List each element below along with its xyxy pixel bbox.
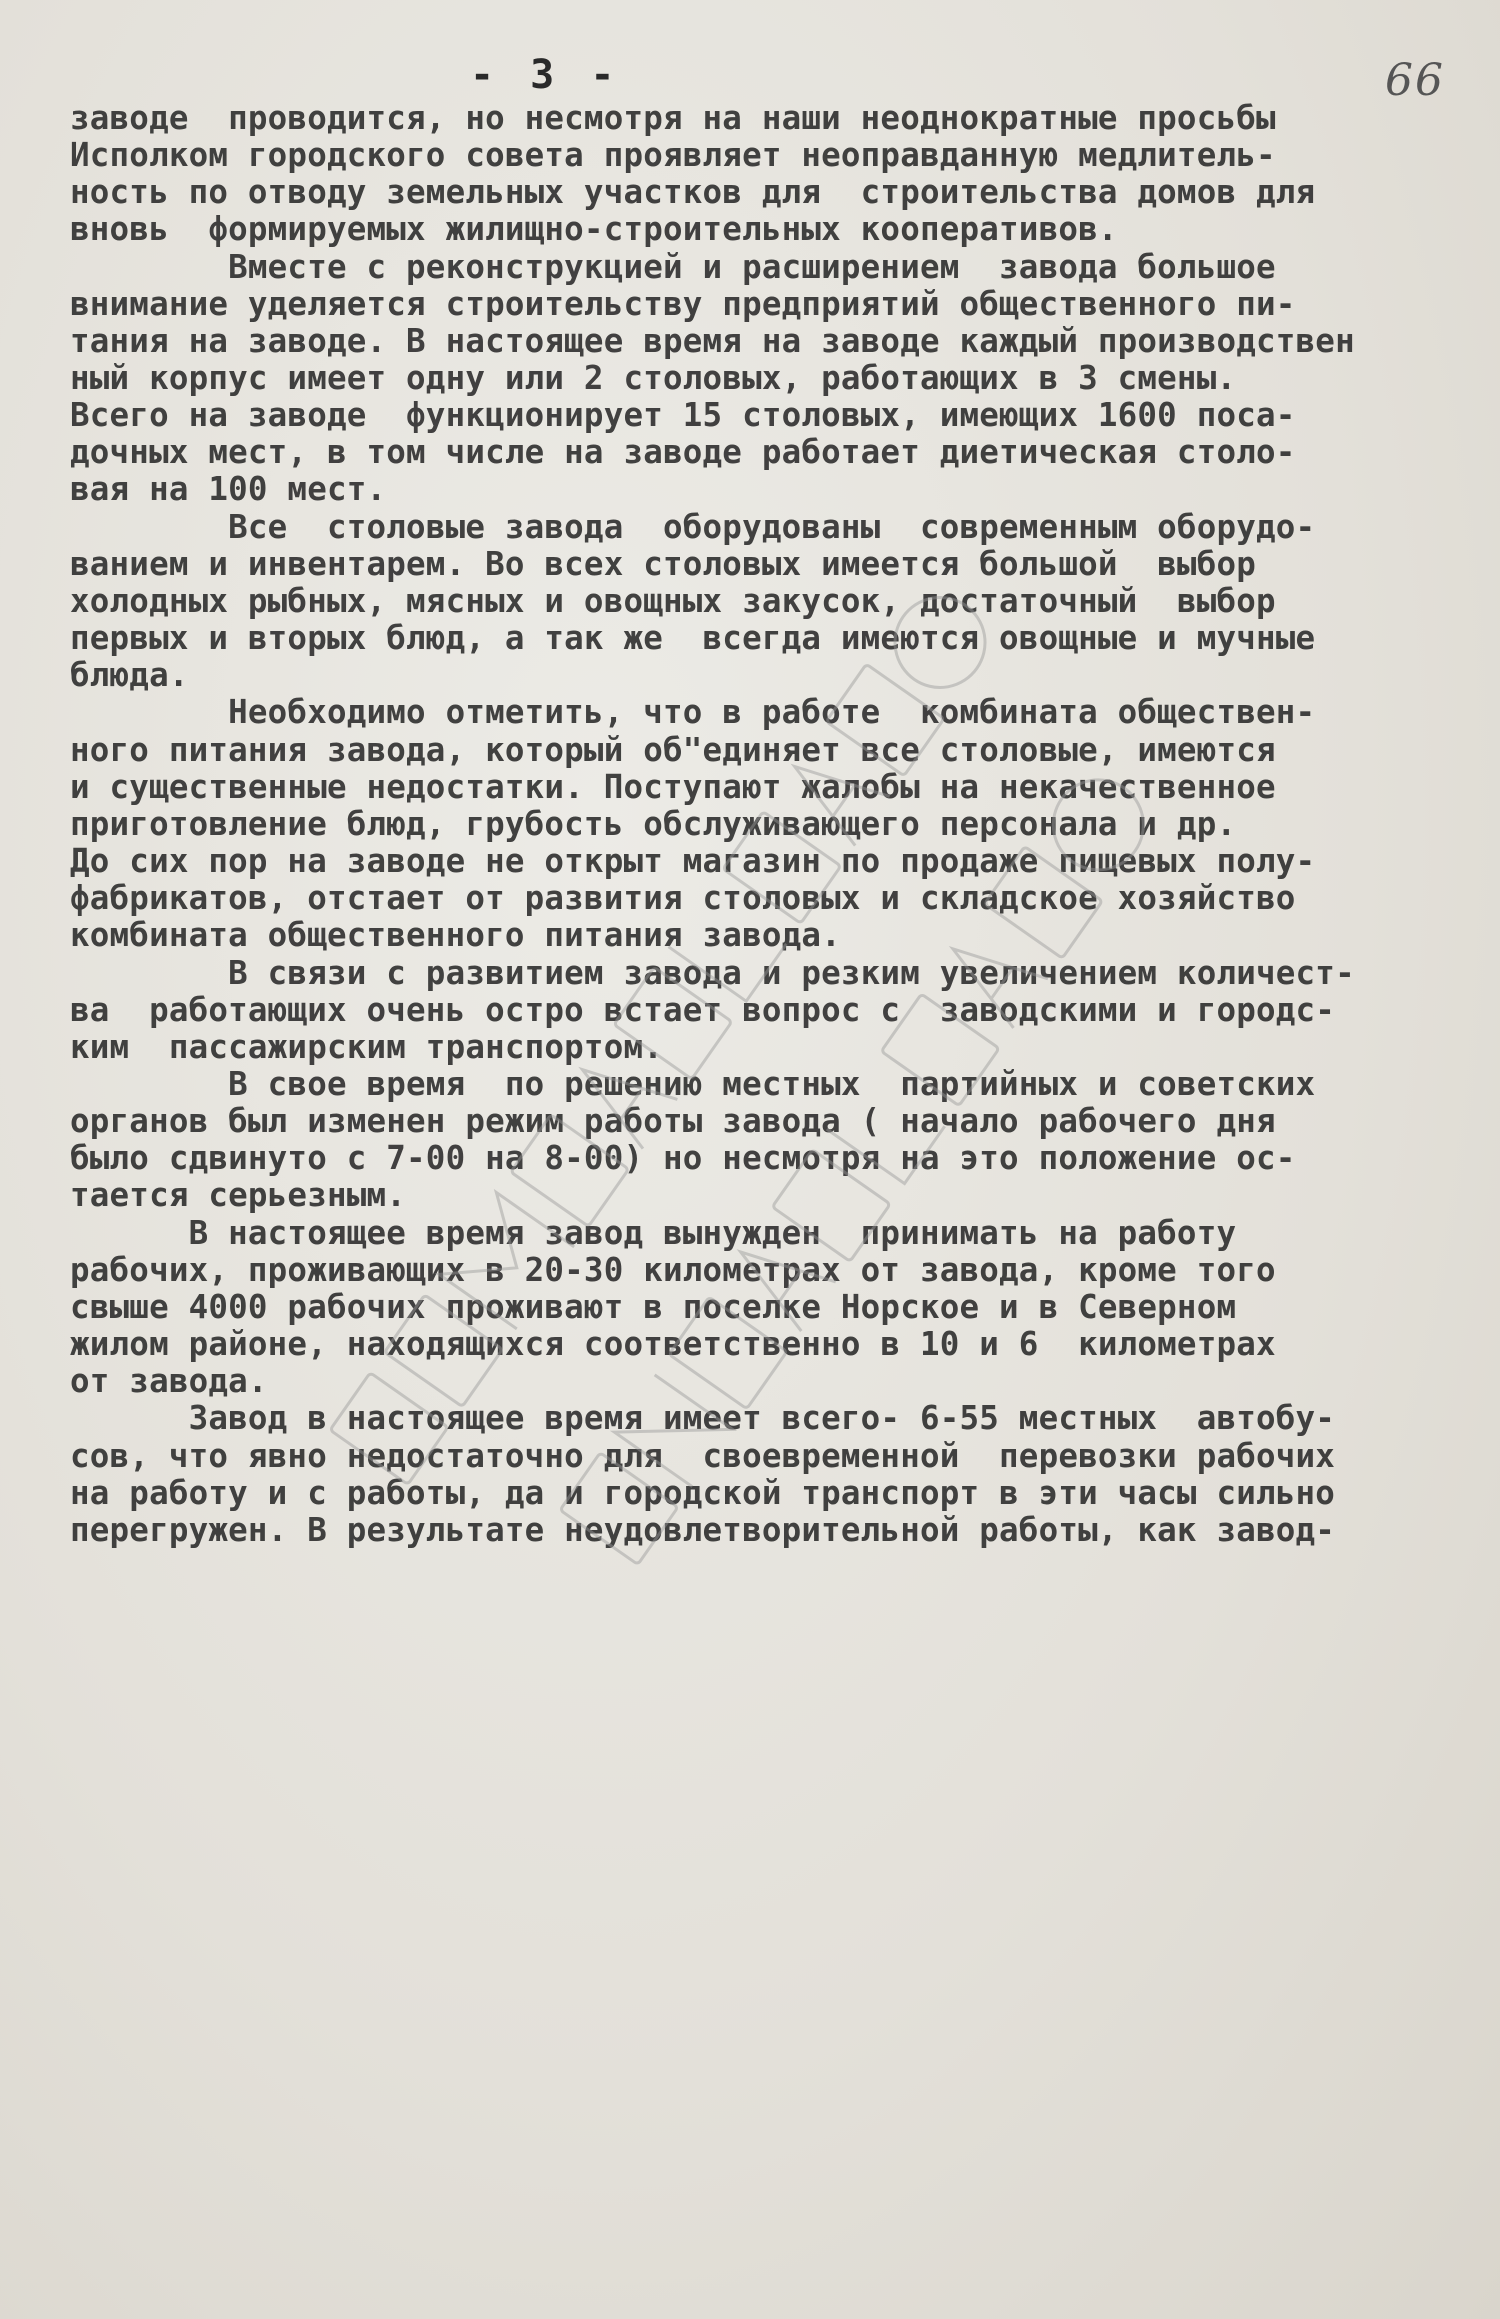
text-line: жилом районе, находящихся соответственно в 10 и 6 километрах [70, 1325, 1276, 1363]
text-line: перегружен. В результате неудовлетворительной работы, как завод- [70, 1511, 1336, 1549]
text-line: внимание уделяется строительству предприятий общественного пи- [70, 285, 1296, 323]
text-line: ким пассажирским транспортом. [70, 1028, 663, 1066]
text-line: от завода. [70, 1362, 268, 1400]
text-line: первых и вторых блюд, а так же всегда имеются овощные и мучные [70, 619, 1316, 657]
text-line: на работу и с работы, да и городской транспорт в эти часы сильно [70, 1474, 1336, 1512]
text-line: В связи с развитием завода и резким увеличением количест- [70, 954, 1355, 992]
text-line: рабочих, проживающих в 20-30 километрах от завода, кроме того [70, 1251, 1276, 1289]
text-line: и существенные недостатки. Поступают жалобы на некачественное [70, 768, 1276, 806]
text-line: тается серьезным. [70, 1176, 407, 1214]
text-line: вая на 100 мест. [70, 470, 387, 508]
text-line: ность по отводу земельных участков для строительства домов для [70, 173, 1316, 211]
text-line: ного питания завода, который об"единяет все столовые, имеются [70, 731, 1276, 769]
text-line: Завод в настоящее время имеет всего- 6-55 местных автобу- [70, 1399, 1336, 1437]
archive-sheet-number: 66 [1385, 55, 1445, 106]
text-line: ный корпус имеет одну или 2 столовых, работающих в 3 смены. [70, 359, 1237, 397]
text-line: свыше 4000 рабочих проживают в поселке Норское и в Северном [70, 1288, 1237, 1326]
text-line: холодных рыбных, мясных и овощных закусок, достаточный выбор [70, 582, 1276, 620]
text-line: ва работающих очень остро встает вопрос с заводскими и городс- [70, 991, 1336, 1029]
text-line: вновь формируемых жилищно-строительных кооперативов. [70, 210, 1118, 248]
text-line: В настоящее время завод вынужден принимать на работу [70, 1214, 1237, 1252]
page-number: - 3 - [470, 52, 621, 98]
text-line: В свое время по решению местных партийных и советских [70, 1065, 1316, 1103]
text-line: Все столовые завода оборудованы современным оборудо- [70, 508, 1316, 546]
text-line: Вместе с реконструкцией и расширением завода большое [70, 248, 1276, 286]
text-line: блюда. [70, 656, 189, 694]
text-line: сов, что явно недостаточно для своевременной перевозки рабочих [70, 1437, 1336, 1475]
text-line: тания на заводе. В настоящее время на заводе каждый производствен [70, 322, 1355, 360]
text-line: дочных мест, в том числе на заводе работает диетическая столо- [70, 433, 1296, 471]
text-line: комбината общественного питания завода. [70, 916, 841, 954]
text-line: Всего на заводе функционирует 15 столовых, имеющих 1600 поса- [70, 396, 1296, 434]
text-line: органов был изменен режим работы завода ( начало рабочего дня [70, 1102, 1276, 1140]
text-line: было сдвинуто с 7-00 на 8-00) но несмотря на это положение ос- [70, 1139, 1296, 1177]
text-line: заводе проводится, но несмотря на наши неоднократные просьбы [70, 99, 1276, 137]
text-line: До сих пор на заводе не открыт магазин по продаже пищевых полу- [70, 842, 1316, 880]
text-line: приготовление блюд, грубость обслуживающего персонала и др. [70, 805, 1237, 843]
text-line: Необходимо отметить, что в работе комбината обществен- [70, 693, 1316, 731]
text-line: Исполком городского совета проявляет неоправданную медлитель- [70, 136, 1276, 174]
text-line: фабрикатов, отстает от развития столовых и складское хозяйство [70, 879, 1296, 917]
text-line: ванием и инвентарем. Во всех столовых имеется большой выбор [70, 545, 1256, 583]
